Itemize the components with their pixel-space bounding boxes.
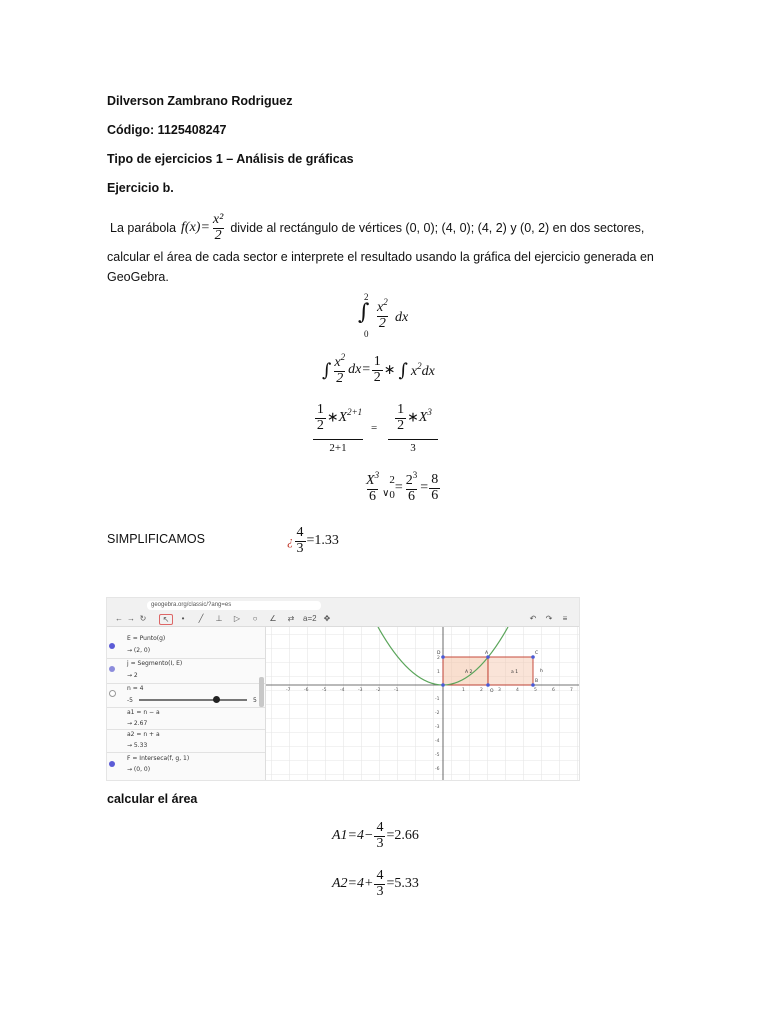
menu-icon: ≡ xyxy=(562,614,568,623)
move-view-icon: ✥ xyxy=(323,614,331,623)
point-label-C: C xyxy=(535,651,539,656)
integral-dx: dx xyxy=(395,310,409,325)
problem-line-3: GeoGebra. xyxy=(107,270,169,284)
area-label: calcular el área xyxy=(107,792,198,806)
point-label-O: O xyxy=(490,689,494,694)
evaluation-step: $\frac{X^3}{6}$ ∨ 2 0 = $\frac{2^3}{6}$ = $\frac{8}{6}$ xyxy=(366,470,439,504)
student-code: Código: 1125408247 xyxy=(107,123,227,137)
algebra-row-E-def: E = Punto(g) xyxy=(127,635,166,642)
author-name: Dilverson Zambrano Rodriguez xyxy=(107,94,293,108)
reflect-tool-icon: ⇄ xyxy=(287,614,295,623)
area-1-result: =2.66 xyxy=(386,828,419,843)
algebra-dot-n xyxy=(109,690,116,697)
algebra-row-E-val: → (2, 0) xyxy=(127,647,151,654)
algebra-view xyxy=(107,627,266,780)
svg-text:1: 1 xyxy=(437,670,440,675)
function-denominator: 2 xyxy=(214,227,222,243)
reload-icon: ↻ xyxy=(139,614,147,623)
problem-rest: divide al rectángulo de vértices (0, 0); (4, 0); (4, 2) y (0, 2) en dos sectores, xyxy=(230,221,645,235)
svg-text:3: 3 xyxy=(498,688,501,693)
svg-text:-7: -7 xyxy=(286,688,291,693)
algebra-row-a2-val: → 5.33 xyxy=(127,742,148,749)
integral-upper-limit: 2 xyxy=(364,292,369,302)
simplify-result: ¿ $\frac{4}{3}$ =1.33 xyxy=(287,524,339,556)
area-2-lhs: A2=4+ xyxy=(332,876,374,891)
svg-text:-3: -3 xyxy=(435,725,440,730)
area-2-formula: A2=4+ $\frac{4}{3}$ =5.33 xyxy=(332,867,419,899)
point-label-D: D xyxy=(437,651,441,656)
algebra-row-j-def: j = Segmento(I, E) xyxy=(127,660,183,667)
simplify-label: SIMPLIFICAMOS xyxy=(107,532,205,546)
point-label-A: A xyxy=(485,651,489,656)
algebra-row-F-def: F = Interseca(f, g, 1) xyxy=(127,755,190,762)
problem-statement xyxy=(110,210,644,246)
polygon-tool-icon: ▷ xyxy=(233,614,241,623)
area-1-lhs: A1=4− xyxy=(332,828,374,843)
integral-rewrite: ∫ $\frac{x^2}{2}$ dx= $\frac{1}{2}$ ∗ ∫ $x^2dx$ xyxy=(322,352,435,386)
algebra-row-j-val: → 2 xyxy=(127,672,138,679)
slider-max: 5 xyxy=(253,697,257,704)
simplify-value: =1.33 xyxy=(306,533,339,548)
angle-tool-icon: ∠ xyxy=(269,614,277,623)
integral-lower-limit: 0 xyxy=(364,329,369,339)
svg-text:-5: -5 xyxy=(435,753,440,758)
problem-line-2: calcular el área de cada sector e interprete el resultado usando la gráfica del ejercicio generada en xyxy=(107,250,654,264)
svg-text:-4: -4 xyxy=(435,739,440,744)
svg-text:4: 4 xyxy=(516,688,519,693)
algebra-row-a1-def: a1 = n − a xyxy=(127,709,160,716)
integral-sign: ∫ xyxy=(358,300,370,325)
algebra-dot-F xyxy=(109,761,115,767)
svg-text:6: 6 xyxy=(552,688,555,693)
svg-text:-2: -2 xyxy=(376,688,381,693)
exercise-title: Ejercicio b. xyxy=(107,181,174,195)
svg-text:-4: -4 xyxy=(340,688,345,693)
perpendicular-tool-icon: ⊥ xyxy=(215,614,223,623)
algebra-row-F-val: → (0, 0) xyxy=(127,766,151,773)
svg-text:-6: -6 xyxy=(435,767,440,772)
svg-text:-5: -5 xyxy=(322,688,327,693)
forward-icon: → xyxy=(127,614,135,623)
svg-text:-6: -6 xyxy=(304,688,309,693)
function-name: f(x)= xyxy=(181,220,210,235)
svg-text:-3: -3 xyxy=(358,688,363,693)
function-fraction xyxy=(211,213,225,243)
algebra-row-n-def: n = 4 xyxy=(127,685,144,692)
point-label-B: B xyxy=(535,679,539,684)
algebra-row-a2-def: a2 = n + a xyxy=(127,731,160,738)
svg-text:-1: -1 xyxy=(394,688,399,693)
slider-track xyxy=(139,699,247,701)
move-tool-icon: ↖ xyxy=(159,614,173,625)
area-2-result: =5.33 xyxy=(386,876,419,891)
svg-text:-1: -1 xyxy=(435,697,440,702)
region-label-a1: a 1 xyxy=(511,670,519,675)
algebra-scrollbar xyxy=(259,677,264,707)
area-1-formula: A1=4− $\frac{4}{3}$ =2.66 xyxy=(332,819,419,851)
problem-intro: La parábola xyxy=(110,221,177,235)
svg-text:1: 1 xyxy=(462,688,465,693)
svg-text:-2: -2 xyxy=(435,711,440,716)
definite-integral xyxy=(358,292,438,342)
algebra-dot-j xyxy=(109,666,115,672)
point-label-h: h xyxy=(540,669,543,674)
geogebra-screenshot xyxy=(106,597,580,781)
region-label-a2: A 2 xyxy=(465,670,473,675)
function-numerator: x² xyxy=(212,211,224,227)
browser-toolbar xyxy=(107,598,579,627)
undo-icon: ↶ xyxy=(529,614,537,623)
line-tool-icon: ╱ xyxy=(198,614,204,623)
graphics-view xyxy=(266,627,579,780)
circle-tool-icon: ○ xyxy=(252,614,258,623)
svg-text:7: 7 xyxy=(570,688,573,693)
power-rule-step: $\frac{1}{2}$ $∗X^{2+1}$ 2+1 = $\frac{1}{2}$ $∗X^3$ 3 xyxy=(313,401,438,457)
grid-lines xyxy=(266,627,579,780)
redo-icon: ↷ xyxy=(545,614,553,623)
algebra-row-a1-val: → 2.67 xyxy=(127,720,148,727)
algebra-dot-E xyxy=(109,643,115,649)
slider-tool-icon: a=2 xyxy=(303,614,317,623)
svg-text:5: 5 xyxy=(534,688,537,693)
svg-text:2: 2 xyxy=(480,688,483,693)
point-tool-icon: • xyxy=(181,614,185,623)
back-icon: ← xyxy=(115,614,123,623)
exercise-type: Tipo de ejercicios 1 – Análisis de gráficas xyxy=(107,152,354,166)
slider-handle xyxy=(213,696,220,703)
axes xyxy=(266,627,579,780)
integrand: $\frac{x^2}{2}$ xyxy=(377,297,388,331)
svg-text:2: 2 xyxy=(437,656,440,661)
browser-url: geogebra.org/classic/?ang=es xyxy=(147,601,321,610)
slider-min: -5 xyxy=(127,697,133,704)
